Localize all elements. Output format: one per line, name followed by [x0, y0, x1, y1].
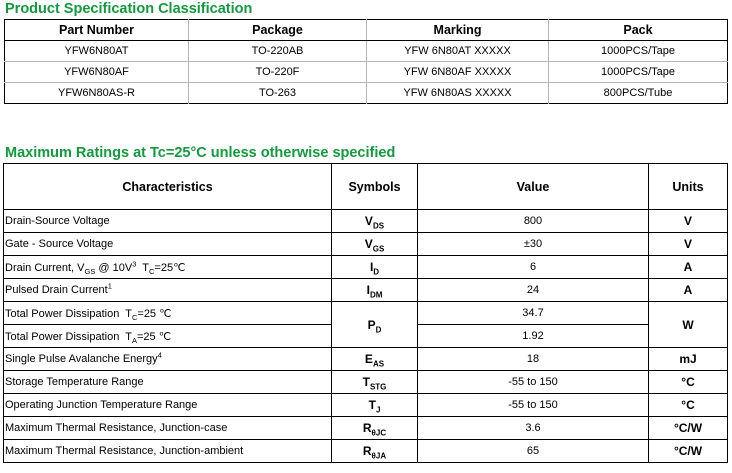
unit-cell: V: [649, 233, 728, 256]
characteristic-cell: Drain-Source Voltage: [5, 215, 110, 227]
characteristic-cell: Gate - Source Voltage: [4, 233, 332, 256]
pack-cell: 1000PCS/Tape: [549, 41, 728, 62]
table-row: [5, 62, 728, 83]
symbol-cell: $E_{AS}$: [332, 348, 418, 371]
unit-cell: °C: [649, 394, 728, 417]
header-units: Units: [649, 164, 728, 210]
value-cell: -55 to 150: [418, 394, 649, 417]
value-cell: 800: [418, 210, 649, 233]
symbol-cell: $T_J$: [332, 394, 418, 417]
header-pack: Pack: [549, 20, 728, 41]
table-row: [5, 41, 728, 62]
header-characteristics: Characteristics: [4, 164, 332, 210]
part-number-cell: YFW6N80AS-R: [5, 83, 189, 104]
value-cell: 1.92: [418, 325, 649, 348]
table-row: [4, 348, 728, 371]
symbol-cell: $I_{DM}$: [332, 279, 418, 302]
header-value: Value: [418, 164, 649, 210]
pack-cell: 1000PCS/Tape: [549, 62, 728, 83]
characteristic-cell: Single Pulse Avalanche Energy$^4$: [4, 348, 332, 371]
characteristic-cell: Maximum Thermal Resistance, Junction-ambient: [4, 440, 332, 463]
symbol-cell: $R_{\theta JA}$: [332, 440, 418, 463]
characteristic-cell: Storage Temperature Range: [4, 371, 332, 394]
table-row: [4, 210, 728, 233]
header-part-number: Part Number: [5, 20, 189, 41]
table-row: [4, 371, 728, 394]
max-ratings-table: [3, 163, 728, 463]
value-cell: -55 to 150: [418, 371, 649, 394]
characteristic-cell: Total Power Dissipation $T_A=25$ ℃: [4, 325, 332, 348]
max-ratings-title: Maximum Ratings at Tc=25°C unless otherwise specified: [5, 145, 396, 161]
part-number-cell: YFW6N80AT: [64, 45, 129, 57]
product-spec-table: [4, 19, 728, 104]
package-cell: TO-263: [189, 83, 367, 104]
characteristic-cell: Total Power Dissipation $T_C=25$ ℃: [4, 302, 332, 325]
value-cell: ±30: [418, 233, 649, 256]
table-row: [4, 394, 728, 417]
unit-cell: °C/W: [649, 417, 728, 440]
table-row: [4, 279, 728, 302]
value-cell: 24: [418, 279, 649, 302]
table-row: [4, 440, 728, 463]
part-number-cell: YFW6N80AF: [5, 62, 189, 83]
table-row: [5, 83, 728, 104]
product-spec-title: Product Specification Classification: [5, 1, 253, 17]
symbol-cell: $V_{GS}$: [332, 233, 418, 256]
package-cell: TO-220F: [189, 62, 367, 83]
value-cell: 34.7: [418, 302, 649, 325]
pack-cell: 800PCS/Tube: [549, 83, 728, 104]
unit-cell: A: [649, 279, 728, 302]
symbol-cell: $R_{\theta JC}$: [332, 417, 418, 440]
symbol-cell: $P_D$: [332, 302, 418, 348]
table-row: [4, 256, 728, 279]
characteristic-cell: Maximum Thermal Resistance, Junction-case: [4, 417, 332, 440]
characteristic-cell: Operating Junction Temperature Range: [4, 394, 332, 417]
header-symbols: Symbols: [332, 164, 418, 210]
marking-cell: YFW 6N80AF XXXXX: [367, 62, 549, 83]
characteristic-cell: Drain Current, $V_{GS}$ @ $10V^3$ $T_C=25℃$: [4, 256, 332, 279]
unit-cell: °C: [649, 371, 728, 394]
unit-cell: °C/W: [649, 440, 728, 463]
table-header-row: [5, 20, 728, 41]
unit-cell: A: [649, 256, 728, 279]
marking-cell: YFW 6N80AT XXXXX: [367, 41, 549, 62]
unit-cell: mJ: [649, 348, 728, 371]
characteristic-cell: Pulsed Drain Current$^1$: [4, 279, 332, 302]
unit-cell: W: [649, 302, 728, 348]
table-row: [4, 417, 728, 440]
header-marking: Marking: [367, 20, 549, 41]
table-row: [4, 233, 728, 256]
value-cell: 6: [418, 256, 649, 279]
symbol-cell: $I_D$: [332, 256, 418, 279]
marking-cell: YFW 6N80AS XXXXX: [367, 83, 549, 104]
value-cell: 18: [418, 348, 649, 371]
value-cell: 65: [418, 440, 649, 463]
package-cell: TO-220AB: [189, 41, 367, 62]
table-header-row: [4, 164, 728, 210]
symbol-cell: $T_{STG}$: [332, 371, 418, 394]
unit-cell: V: [649, 210, 728, 233]
symbol-cell: $V_{DS}$: [332, 210, 418, 233]
header-package: Package: [189, 20, 367, 41]
value-cell: 3.6: [418, 417, 649, 440]
table-row: [4, 302, 728, 325]
